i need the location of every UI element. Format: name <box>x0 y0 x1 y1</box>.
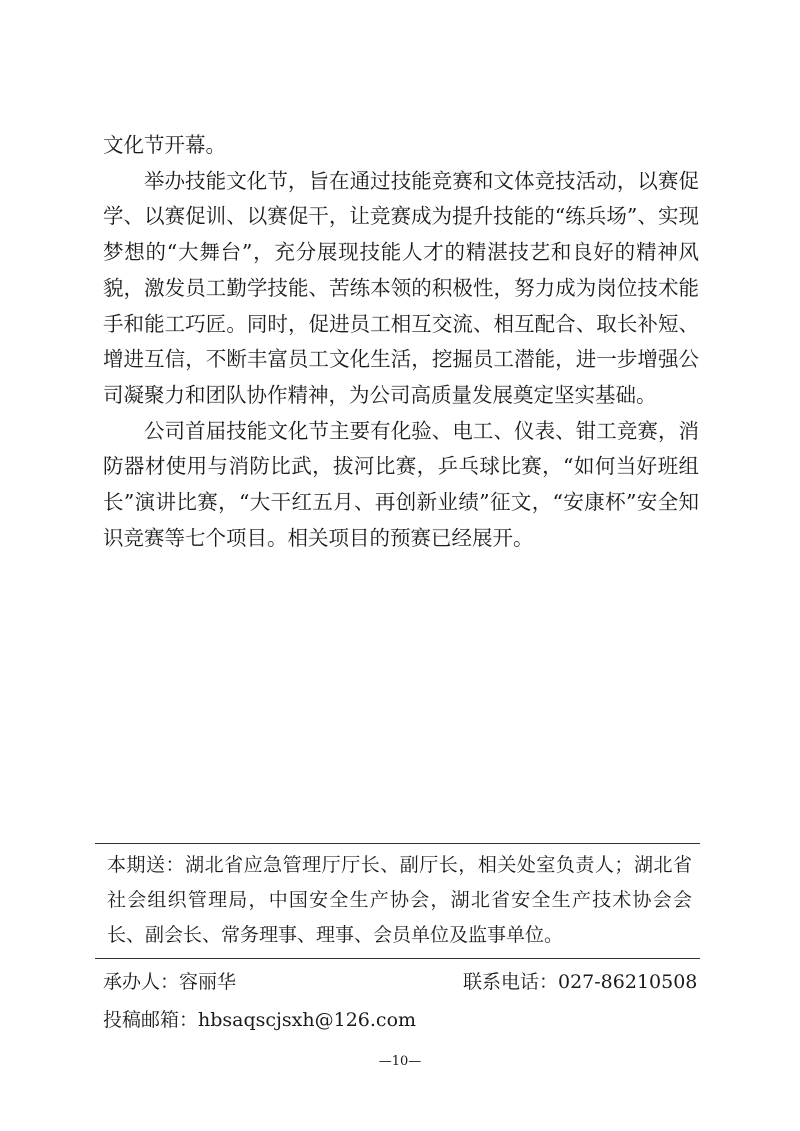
paragraph-events: 公司首届技能文化节主要有化验、电工、仪表、钳工竞赛，消防器材使用与消防比武，拔河比赛，乒乓球比赛，“如何当好班组长”演讲比赛，“大干红五月、再创新业绩”征文，“安康杯”安全知识竞赛等七个项目。相关项目的预赛已经展开。 <box>103 418 699 550</box>
submission-email: 投稿邮箱：hbsaqscjsxh@126.com <box>103 1009 417 1031</box>
page-number: —10— <box>378 1054 422 1069</box>
handler-name: 承办人：容丽华 <box>103 971 237 993</box>
paragraph-opening-continuation: 文化节开幕。 <box>103 133 226 157</box>
footer-top-rule <box>95 843 700 844</box>
article-body <box>103 128 699 556</box>
contact-phone: 联系电话：027-86210508 <box>463 971 698 993</box>
paragraph-purpose: 举办技能文化节，旨在通过技能竞赛和文体竞技活动，以赛促学、以赛促训、以赛促干，让竞赛成为提升技能的“练兵场”、实现梦想的“大舞台”，充分展现技能人才的精湛技艺和良好的精神风貌，激发员工勤学技能、苦练本领的积极性，努力成为岗位技术能手和能工巧匠。同时，促进员工相互交流、相互配合、取长补短、增进互信，不断丰富员工文化生活，挖掘员工潜能，进一步增强公司凝聚力和团队协作精神，为公司高质量发展奠定坚实基础。 <box>103 168 699 407</box>
footer-middle-rule <box>95 958 700 959</box>
distribution-list: 本期送：湖北省应急管理厅厅长、副厅长，相关处室负责人；湖北省社会组织管理局，中国安全生产协会，湖北省安全生产技术协会会长、副会长、常务理事、理事、会员单位及监事单位。 <box>107 854 692 946</box>
handler-line <box>103 967 698 997</box>
